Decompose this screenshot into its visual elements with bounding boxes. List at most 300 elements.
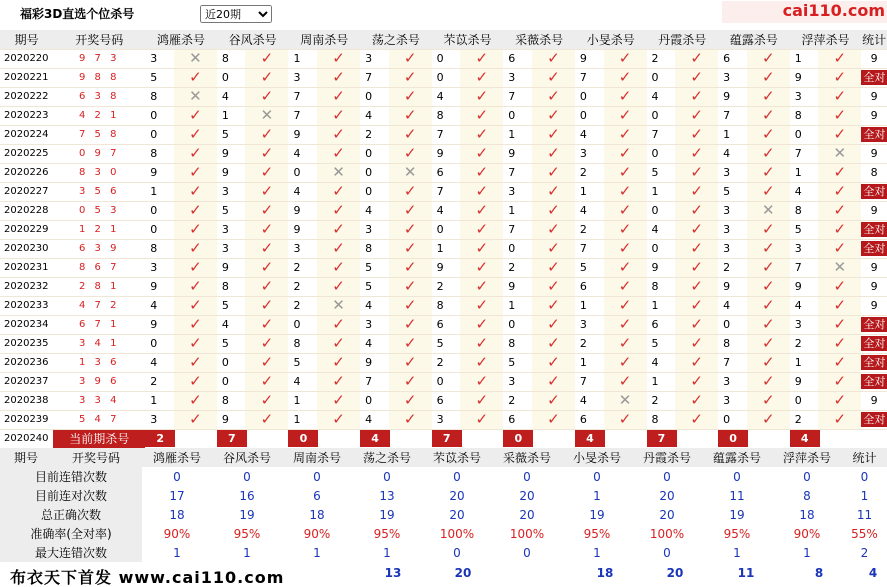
kill-number-cell: 7: [718, 106, 747, 125]
kill-number-cell: 2: [503, 258, 532, 277]
kill-number-cell: 9: [790, 277, 819, 296]
kill-number-cell: 0: [503, 315, 532, 334]
summary-label: 最大连错次数: [0, 543, 142, 562]
kill-number-cell: 9: [217, 410, 246, 429]
check-icon: ✓: [604, 353, 647, 372]
kill-number-cell: 0: [647, 68, 676, 87]
current-kill-value: 7: [217, 430, 247, 447]
kill-number-cell: 4: [647, 353, 676, 372]
table-row: [0, 239, 887, 258]
kill-number-cell: 0: [217, 353, 246, 372]
kill-number-cell: 0: [145, 106, 174, 125]
check-icon: ✓: [532, 353, 575, 372]
stat-cell: [861, 220, 887, 239]
table-row: [0, 163, 887, 182]
check-icon: ✓: [818, 296, 861, 315]
kill-number-cell: 0: [288, 163, 317, 182]
kill-number-cell: 7: [288, 106, 317, 125]
summary-value: 19: [589, 507, 605, 522]
check-icon: ✓: [747, 258, 790, 277]
column-header: 周南杀号: [282, 448, 352, 467]
kill-number-cell: 1: [288, 49, 317, 68]
check-icon: ✓: [675, 353, 718, 372]
kill-number-cell: 2: [288, 258, 317, 277]
kill-number-cell: 9: [647, 258, 676, 277]
check-icon: ✓: [747, 334, 790, 353]
kill-number-cell: 0: [145, 201, 174, 220]
kill-number-cell: 4: [288, 182, 317, 201]
check-icon: ✓: [389, 296, 432, 315]
summary-value: 19: [239, 507, 255, 522]
site-logo[interactable]: cai110.com: [722, 1, 887, 23]
kill-number-cell: 8: [217, 277, 246, 296]
draw-number-cell: 9 7 3: [53, 49, 145, 68]
kill-number-cell: 9: [217, 258, 246, 277]
stat-cell: [861, 49, 887, 68]
check-icon: ✓: [532, 163, 575, 182]
summary-value: 19: [379, 507, 395, 522]
period-cell: 2020237: [0, 372, 53, 391]
kill-number-cell: 7: [575, 68, 604, 87]
summary-value: 11: [856, 507, 873, 522]
kill-number-cell: 5: [790, 220, 819, 239]
column-header: 荡之杀号: [360, 30, 432, 49]
kill-number-cell: 5: [432, 334, 461, 353]
check-icon: ✓: [818, 239, 861, 258]
summary-value: 95%: [233, 526, 261, 541]
check-icon: ✓: [818, 49, 861, 68]
summary-value: 0: [523, 545, 531, 560]
column-header: 鸿雁杀号: [142, 448, 212, 467]
check-icon: ✓: [604, 144, 647, 163]
check-icon: ✓: [245, 391, 288, 410]
check-icon: ✓: [532, 125, 575, 144]
column-header: 浮萍杀号: [790, 30, 862, 49]
summary-value: 100%: [439, 526, 475, 541]
kill-number-cell: 4: [360, 296, 389, 315]
check-icon: ✓: [460, 391, 503, 410]
check-icon: ✓: [460, 49, 503, 68]
kill-number-cell: 9: [718, 87, 747, 106]
check-icon: ✓: [245, 277, 288, 296]
table-row: [0, 258, 887, 277]
check-icon: ✓: [675, 163, 718, 182]
check-icon: ✓: [317, 201, 360, 220]
check-icon: ✓: [532, 277, 575, 296]
kill-number-cell: 4: [432, 87, 461, 106]
stat-cell: [861, 239, 887, 258]
check-icon: ✓: [604, 372, 647, 391]
summary-value: 0: [860, 469, 869, 484]
kill-number-cell: 0: [145, 125, 174, 144]
kill-number-cell: 3: [288, 239, 317, 258]
kill-number-cell: 3: [718, 239, 747, 258]
kill-number-cell: 4: [145, 296, 174, 315]
stat-value: 9: [870, 109, 878, 122]
check-icon: ✓: [818, 125, 861, 144]
period-cell: 2020227: [0, 182, 53, 201]
kill-number-cell: 9: [432, 258, 461, 277]
check-icon: ✓: [174, 296, 217, 315]
kill-number-cell: 0: [790, 391, 819, 410]
period-cell: 2020240: [0, 429, 53, 448]
summary-value: 1: [243, 545, 251, 560]
column-header: 开奖号码: [71, 451, 120, 465]
stat-value: 全对: [863, 337, 886, 350]
kill-number-cell: 0: [575, 87, 604, 106]
summary-value: 0: [313, 469, 321, 484]
stat-value: 全对: [863, 318, 886, 331]
check-icon: ✓: [460, 334, 503, 353]
table-row: [0, 201, 887, 220]
kill-number-cell: 4: [790, 182, 819, 201]
column-header: 芣苡杀号: [432, 30, 504, 49]
cross-icon: ✕: [245, 106, 288, 125]
check-icon: ✓: [389, 125, 432, 144]
stat-cell: [861, 334, 887, 353]
kill-number-cell: 9: [217, 163, 246, 182]
check-icon: ✓: [818, 391, 861, 410]
footer-value: 18: [596, 566, 614, 580]
check-icon: ✓: [460, 106, 503, 125]
column-header: 小旻杀号: [575, 30, 647, 49]
draw-number-cell: 4 2 1: [53, 106, 145, 125]
current-kill-cell: [503, 429, 575, 448]
kill-number-cell: 3: [503, 182, 532, 201]
check-icon: ✓: [389, 144, 432, 163]
kill-number-cell: 6: [432, 315, 461, 334]
kill-number-cell: 8: [647, 410, 676, 429]
current-kill-cell: [575, 429, 647, 448]
period-cell: 2020231: [0, 258, 53, 277]
check-icon: ✓: [747, 353, 790, 372]
current-kill-value: 0: [288, 430, 318, 447]
period-cell: 2020228: [0, 201, 53, 220]
footer-value: 4: [868, 566, 878, 580]
period-cell: 2020233: [0, 296, 53, 315]
summary-value: 11: [729, 488, 745, 503]
kill-number-cell: 8: [288, 334, 317, 353]
check-icon: ✓: [747, 220, 790, 239]
period-cell: 2020230: [0, 239, 53, 258]
kill-number-cell: 3: [790, 239, 819, 258]
kill-number-cell: 6: [575, 410, 604, 429]
draw-number-cell: 6 3 8: [53, 87, 145, 106]
footer-watermark: 布衣天下首发 www.cai110.com: [10, 568, 285, 587]
kill-number-cell: 0: [360, 391, 389, 410]
kill-number-cell: 2: [145, 372, 174, 391]
stat-cell: [861, 163, 887, 182]
check-icon: ✓: [389, 258, 432, 277]
summary-value: 2: [860, 545, 869, 560]
current-kill-value: 2: [145, 430, 175, 447]
check-icon: ✓: [747, 182, 790, 201]
summary-value: 0: [663, 469, 671, 484]
check-icon: ✓: [460, 258, 503, 277]
current-kill-cell: [288, 429, 360, 448]
current-kill-cell: [647, 429, 719, 448]
check-icon: ✓: [818, 220, 861, 239]
column-header: [0, 448, 142, 467]
check-icon: ✓: [532, 220, 575, 239]
summary-value: 17: [169, 488, 185, 503]
summary-value: 1: [733, 545, 741, 560]
column-header: 芣苡杀号: [422, 448, 492, 467]
kill-number-cell: 7: [432, 182, 461, 201]
kill-number-cell: 3: [575, 144, 604, 163]
stat-cell: [861, 125, 887, 144]
column-header: 谷风杀号: [212, 448, 282, 467]
kill-number-cell: 3: [217, 220, 246, 239]
check-icon: ✓: [245, 144, 288, 163]
check-icon: ✓: [532, 182, 575, 201]
kill-number-cell: 1: [790, 49, 819, 68]
check-icon: ✓: [317, 334, 360, 353]
column-header: 期号: [13, 451, 38, 465]
draw-number-cell: 9 8 8: [53, 68, 145, 87]
summary-value: 0: [243, 469, 251, 484]
check-icon: ✓: [747, 106, 790, 125]
check-icon: ✓: [675, 220, 718, 239]
kill-number-cell: 8: [790, 201, 819, 220]
table-row: [0, 410, 887, 429]
table-row: [0, 277, 887, 296]
draw-number-cell: 6 7 1: [53, 315, 145, 334]
kill-number-cell: 8: [217, 49, 246, 68]
check-icon: ✓: [604, 182, 647, 201]
column-header: 丹霞杀号: [632, 448, 702, 467]
check-icon: ✓: [389, 391, 432, 410]
check-icon: ✓: [174, 239, 217, 258]
check-icon: ✓: [245, 49, 288, 68]
kill-number-cell: 3: [790, 87, 819, 106]
kill-number-cell: 0: [288, 315, 317, 334]
kill-number-cell: 5: [503, 353, 532, 372]
kill-number-cell: 5: [718, 182, 747, 201]
summary-value: 95%: [723, 526, 751, 541]
kill-number-cell: 4: [360, 334, 389, 353]
check-icon: ✓: [675, 87, 718, 106]
kill-number-cell: 0: [145, 220, 174, 239]
kill-number-cell: 1: [718, 125, 747, 144]
current-kill-value: 0: [503, 430, 533, 447]
check-icon: ✓: [675, 49, 718, 68]
stat-value: 9: [870, 261, 878, 274]
stat-value: 全对: [863, 185, 886, 198]
kill-number-cell: 7: [575, 239, 604, 258]
kill-number-cell: 2: [647, 49, 676, 68]
period-cell: 2020238: [0, 391, 53, 410]
kill-number-cell: 2: [575, 220, 604, 239]
summary-label: 总正确次数: [0, 505, 142, 524]
period-cell: 2020222: [0, 87, 53, 106]
kill-number-cell: 0: [503, 239, 532, 258]
check-icon: ✓: [174, 125, 217, 144]
draw-number-cell: 2 8 1: [53, 277, 145, 296]
period-select[interactable]: [200, 5, 272, 23]
check-icon: ✓: [747, 296, 790, 315]
check-icon: ✓: [245, 372, 288, 391]
summary-value: 55%: [851, 526, 878, 541]
check-icon: ✓: [317, 87, 360, 106]
summary-value: 1: [593, 488, 601, 503]
kill-number-cell: 3: [145, 49, 174, 68]
check-icon: ✓: [389, 87, 432, 106]
check-icon: ✓: [460, 277, 503, 296]
check-icon: ✓: [532, 68, 575, 87]
draw-number-cell: 1 3 6: [53, 353, 145, 372]
kill-number-cell: 0: [503, 106, 532, 125]
table-row: [0, 353, 887, 372]
kill-number-cell: 1: [288, 410, 317, 429]
column-header: 鸿雁杀号: [145, 30, 217, 49]
check-icon: ✓: [245, 201, 288, 220]
summary-value: 1: [173, 545, 181, 560]
kill-number-cell: 3: [360, 315, 389, 334]
kill-number-cell: 1: [503, 125, 532, 144]
period-cell: 2020239: [0, 410, 53, 429]
stat-cell: [861, 429, 887, 448]
check-icon: ✓: [818, 68, 861, 87]
check-icon: ✓: [747, 87, 790, 106]
summary-value: 90%: [793, 526, 821, 541]
kill-number-cell: 5: [217, 334, 246, 353]
check-icon: ✓: [317, 353, 360, 372]
check-icon: ✓: [245, 334, 288, 353]
kill-number-cell: 0: [575, 106, 604, 125]
kill-number-cell: 7: [288, 87, 317, 106]
check-icon: ✓: [532, 296, 575, 315]
kill-number-cell: 5: [360, 258, 389, 277]
check-icon: ✓: [818, 163, 861, 182]
draw-number-cell: 6 3 9: [53, 239, 145, 258]
summary-value: 0: [593, 469, 601, 484]
period-cell: 2020229: [0, 220, 53, 239]
current-kill-value: 4: [575, 430, 605, 447]
kill-number-cell: 0: [718, 410, 747, 429]
kill-number-cell: 5: [647, 163, 676, 182]
period-cell: 2020235: [0, 334, 53, 353]
check-icon: ✓: [317, 315, 360, 334]
kill-number-cell: 9: [432, 144, 461, 163]
kill-number-cell: 4: [575, 201, 604, 220]
check-icon: ✓: [818, 334, 861, 353]
check-icon: ✓: [675, 334, 718, 353]
summary-value: 20: [519, 507, 535, 522]
kill-number-cell: 9: [503, 277, 532, 296]
summary-row: [0, 467, 887, 486]
kill-number-cell: 4: [217, 315, 246, 334]
kill-number-cell: 7: [647, 125, 676, 144]
summary-table: [0, 448, 887, 562]
period-cell: 2020234: [0, 315, 53, 334]
kill-number-cell: 0: [360, 182, 389, 201]
check-icon: ✓: [675, 106, 718, 125]
kill-number-cell: 3: [718, 372, 747, 391]
kill-number-cell: 2: [360, 125, 389, 144]
check-icon: ✓: [174, 391, 217, 410]
check-icon: ✓: [532, 410, 575, 429]
stat-cell: [861, 315, 887, 334]
kill-number-cell: 5: [145, 68, 174, 87]
kill-number-cell: 4: [217, 87, 246, 106]
current-kill-cell: [718, 429, 790, 448]
check-icon: ✓: [460, 296, 503, 315]
kill-number-cell: 9: [145, 163, 174, 182]
check-icon: ✓: [245, 87, 288, 106]
check-icon: ✓: [317, 277, 360, 296]
check-icon: ✓: [604, 239, 647, 258]
kill-number-cell: 6: [432, 163, 461, 182]
kill-number-cell: 0: [432, 372, 461, 391]
cross-icon: ✕: [174, 49, 217, 68]
table-row: [0, 182, 887, 201]
table-row: [0, 125, 887, 144]
current-kill-value: 0: [718, 430, 748, 447]
kill-number-cell: 3: [718, 68, 747, 87]
kill-number-cell: 0: [432, 49, 461, 68]
cross-icon: ✕: [818, 144, 861, 163]
check-icon: ✓: [174, 201, 217, 220]
check-icon: ✓: [818, 372, 861, 391]
current-kill-cell: [790, 429, 862, 448]
check-icon: ✓: [532, 391, 575, 410]
kill-number-cell: 1: [647, 296, 676, 315]
kill-number-cell: 3: [575, 315, 604, 334]
kill-number-cell: 7: [790, 258, 819, 277]
table-row: [0, 49, 887, 68]
table-row: [0, 372, 887, 391]
kill-number-cell: 0: [360, 144, 389, 163]
check-icon: ✓: [460, 372, 503, 391]
draw-number-cell: 7 5 8: [53, 125, 145, 144]
top-bar: [0, 0, 887, 28]
stat-cell: [861, 106, 887, 125]
check-icon: ✓: [532, 372, 575, 391]
check-icon: ✓: [747, 144, 790, 163]
kill-number-cell: 1: [647, 182, 676, 201]
check-icon: ✓: [174, 334, 217, 353]
column-header: 丹霞杀号: [647, 30, 719, 49]
kill-number-cell: 7: [503, 87, 532, 106]
draw-number-cell: 1 2 1: [53, 220, 145, 239]
check-icon: ✓: [460, 220, 503, 239]
kill-number-cell: 3: [432, 410, 461, 429]
check-icon: ✓: [389, 277, 432, 296]
stat-cell: [861, 87, 887, 106]
column-header: 蕴露杀号: [702, 448, 772, 467]
stat-value: 全对: [863, 71, 886, 84]
footer-value: 8: [814, 566, 824, 580]
summary-value: 18: [169, 507, 185, 522]
kill-number-cell: 2: [790, 334, 819, 353]
summary-value: 0: [453, 545, 461, 560]
kill-number-cell: 9: [288, 125, 317, 144]
check-icon: ✓: [460, 125, 503, 144]
stat-cell: [861, 353, 887, 372]
draw-number-cell: 3 3 4: [53, 391, 145, 410]
kill-number-cell: 0: [145, 334, 174, 353]
period-cell: 2020223: [0, 106, 53, 125]
kill-number-cell: 1: [575, 296, 604, 315]
kill-number-cell: 1: [790, 353, 819, 372]
check-icon: ✓: [174, 277, 217, 296]
kill-number-cell: 0: [790, 125, 819, 144]
kill-number-cell: 7: [575, 372, 604, 391]
current-kill-value: 4: [360, 430, 390, 447]
kill-number-cell: 6: [575, 277, 604, 296]
check-icon: ✓: [174, 353, 217, 372]
